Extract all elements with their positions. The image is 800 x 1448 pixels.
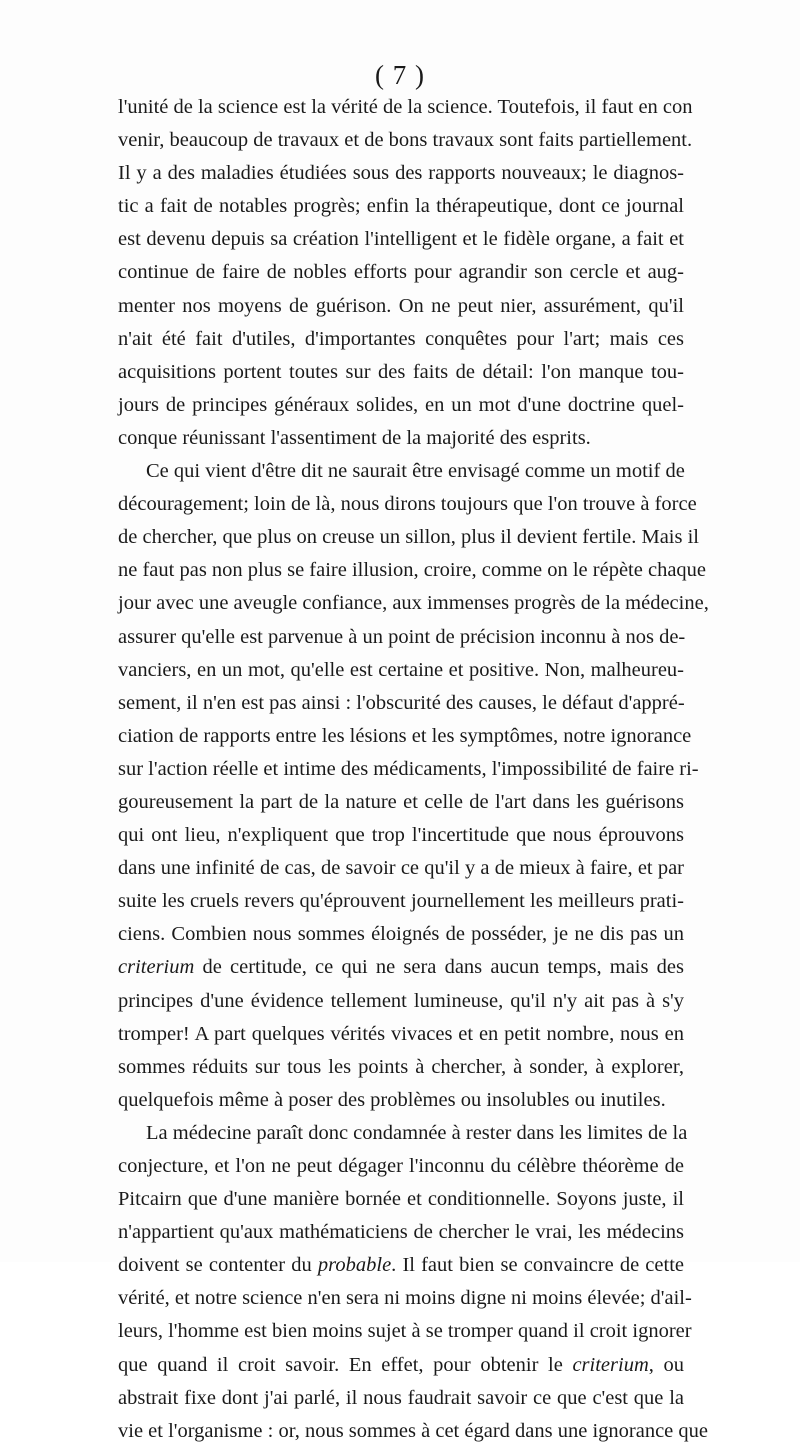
text-run: goureusement la part de la nature et celle de l'art dans les guérisons — [118, 790, 684, 813]
text-run: découragement; loin de là, nous dirons toujours que l'on trouve à force — [118, 493, 697, 516]
text-run: tromper! A part quelques vérités vivaces et en petit nombre, nous en — [118, 1022, 684, 1045]
text-run: assurer qu'elle est parvenue à un point de précision inconnu à nos de- — [118, 625, 686, 648]
page-number: ( 7 ) — [375, 60, 425, 90]
text-line — [118, 1216, 684, 1249]
text-line — [118, 554, 707, 587]
text-line — [118, 621, 684, 654]
text-run: de certitude, ce qui ne sera dans aucun temps, mais des — [194, 956, 684, 979]
text-line — [118, 852, 684, 885]
text-run: leurs, l'homme est bien moins sujet à se tromper quand il croit ignorer — [118, 1320, 692, 1343]
text-run: vie et l'organisme : or, nous sommes à cet égard dans une ignorance que — [118, 1419, 708, 1442]
text-line — [118, 323, 684, 356]
text-line — [118, 190, 684, 223]
text-line — [118, 587, 709, 620]
text-run: ciation de rapports entre les lésions et les symptômes, notre ignorance — [118, 724, 692, 747]
paragraph — [118, 91, 693, 455]
text-run: , ou — [648, 1353, 684, 1376]
text-run: Pitcairn que d'une manière bornée et conditionnelle. Soyons juste, il — [118, 1188, 684, 1211]
text-line — [118, 389, 684, 422]
text-line — [118, 654, 684, 687]
text-run: l'unité de la science est la vérité de la science. Toutefois, il faut en con — [118, 96, 693, 118]
text-line — [118, 91, 693, 124]
text-run: est devenu depuis sa création l'intelligent et le fidèle organe, a fait et — [118, 228, 684, 251]
text-line — [118, 951, 684, 984]
text-run: vanciers, en un mot, qu'elle est certaine et positive. Non, malheureu- — [118, 658, 684, 681]
text-line — [118, 1018, 684, 1051]
text-run: sommes réduits sur tous les points à chercher, à sonder, à explorer, — [118, 1055, 684, 1078]
text-line — [118, 786, 684, 819]
text-run: acquisitions portent toutes sur des faits de détail: l'on manque tou- — [118, 360, 684, 383]
text-run: de chercher, que plus on creuse un sillon, plus il devient fertile. Mais il — [118, 526, 699, 549]
text-line — [118, 1084, 684, 1117]
text-run: que quand il croit savoir. En effet, pour obtenir le — [118, 1353, 573, 1376]
text-run: . Il faut bien se convaincre de cette — [391, 1254, 684, 1277]
text-line — [118, 521, 699, 554]
text-run: Il y a des maladies étudiées sous des rapports nouveaux; le diagnos- — [118, 162, 684, 185]
text-run: continue de faire de nobles efforts pour agrandir son cercle et aug- — [118, 261, 684, 284]
text-run: qui ont lieu, n'expliquent que trop l'incertitude que nous éprouvons — [118, 824, 684, 847]
text-run: conque réunissant l'assentiment de la majorité des esprits. — [118, 426, 591, 449]
text-line — [118, 885, 684, 918]
text-run: vérité, et notre science n'en sera ni moins digne ni moins élevée; d'ail- — [118, 1287, 692, 1310]
text-run: tic a fait de notables progrès; enfin la thérapeutique, dont ce journal — [118, 195, 684, 218]
text-line — [118, 687, 684, 720]
text-line — [118, 488, 697, 521]
text-line — [118, 1117, 688, 1150]
text-line — [118, 422, 684, 455]
text-line — [118, 1249, 684, 1282]
text-line — [118, 1315, 692, 1348]
text-line — [118, 1415, 708, 1448]
text-run: ciens. Combien nous sommes éloignés de posséder, je ne dis pas un — [118, 923, 684, 946]
text-run: venir, beaucoup de travaux et de bons travaux sont faits partiellement. — [118, 129, 693, 152]
text-line — [118, 918, 684, 951]
text-line — [118, 157, 684, 190]
text-line — [118, 1349, 684, 1382]
text-line — [118, 455, 684, 488]
text-line — [118, 124, 693, 157]
text-line — [118, 720, 692, 753]
text-line — [118, 223, 684, 256]
text-run: sement, il n'en est pas ainsi : l'obscurité des causes, le défaut d'appré- — [118, 691, 685, 714]
text-run: conjecture, et l'on ne peut dégager l'inconnu du célèbre théorème de — [118, 1155, 684, 1177]
text-run: ne faut pas non plus se faire illusion, croire, comme on le répète chaque — [118, 559, 707, 582]
text-line — [118, 1382, 684, 1415]
text-run: La médecine paraît donc condamnée à rester dans les limites de la — [146, 1121, 688, 1144]
text-run: doivent se contenter du — [118, 1254, 318, 1277]
italic-term: probable — [317, 1254, 392, 1277]
text-run: quelquefois même à poser des problèmes ou insolubles ou inutiles. — [118, 1088, 666, 1111]
text-line — [118, 1183, 684, 1216]
italic-term: criterium — [572, 1353, 649, 1376]
text-line — [118, 1150, 684, 1183]
text-run: principes d'une évidence tellement lumineuse, qu'il n'y ait pas à s'y — [118, 989, 684, 1012]
paragraph — [118, 1117, 708, 1448]
text-run: Ce qui vient d'être dit ne saurait être envisagé comme un motif de — [146, 460, 685, 483]
text-run: n'ait été fait d'utiles, d'importantes conquêtes pour l'art; mais ces — [118, 327, 684, 350]
italic-term: criterium — [118, 956, 195, 979]
text-run: menter nos moyens de guérison. On ne peut nier, assurément, qu'il — [118, 294, 684, 317]
paragraph — [118, 455, 709, 1117]
text-run: n'appartient qu'aux mathématiciens de chercher le vrai, les médecins — [118, 1221, 684, 1244]
text-run: abstrait fixe dont j'ai parlé, il nous faudrait savoir ce que c'est que la — [118, 1386, 684, 1409]
text-line — [118, 753, 699, 786]
text-line — [118, 1051, 684, 1084]
text-line — [118, 356, 684, 389]
text-line — [118, 290, 684, 323]
text-line — [118, 1282, 692, 1315]
text-run: jour avec une aveugle confiance, aux immenses progrès de la médecine, — [118, 592, 709, 615]
body-text — [118, 91, 709, 1448]
text-line — [118, 256, 684, 289]
text-run: jours de principes généraux solides, en un mot d'une doctrine quel- — [118, 393, 684, 416]
text-run: suite les cruels revers qu'éprouvent journellement les meilleurs prati- — [118, 890, 684, 913]
text-run: sur l'action réelle et intime des médicaments, l'impossibilité de faire ri- — [118, 757, 699, 780]
text-line — [118, 819, 684, 852]
text-line — [118, 985, 684, 1018]
text-run: dans une infinité de cas, de savoir ce qu'il y a de mieux à faire, et par — [118, 857, 684, 880]
